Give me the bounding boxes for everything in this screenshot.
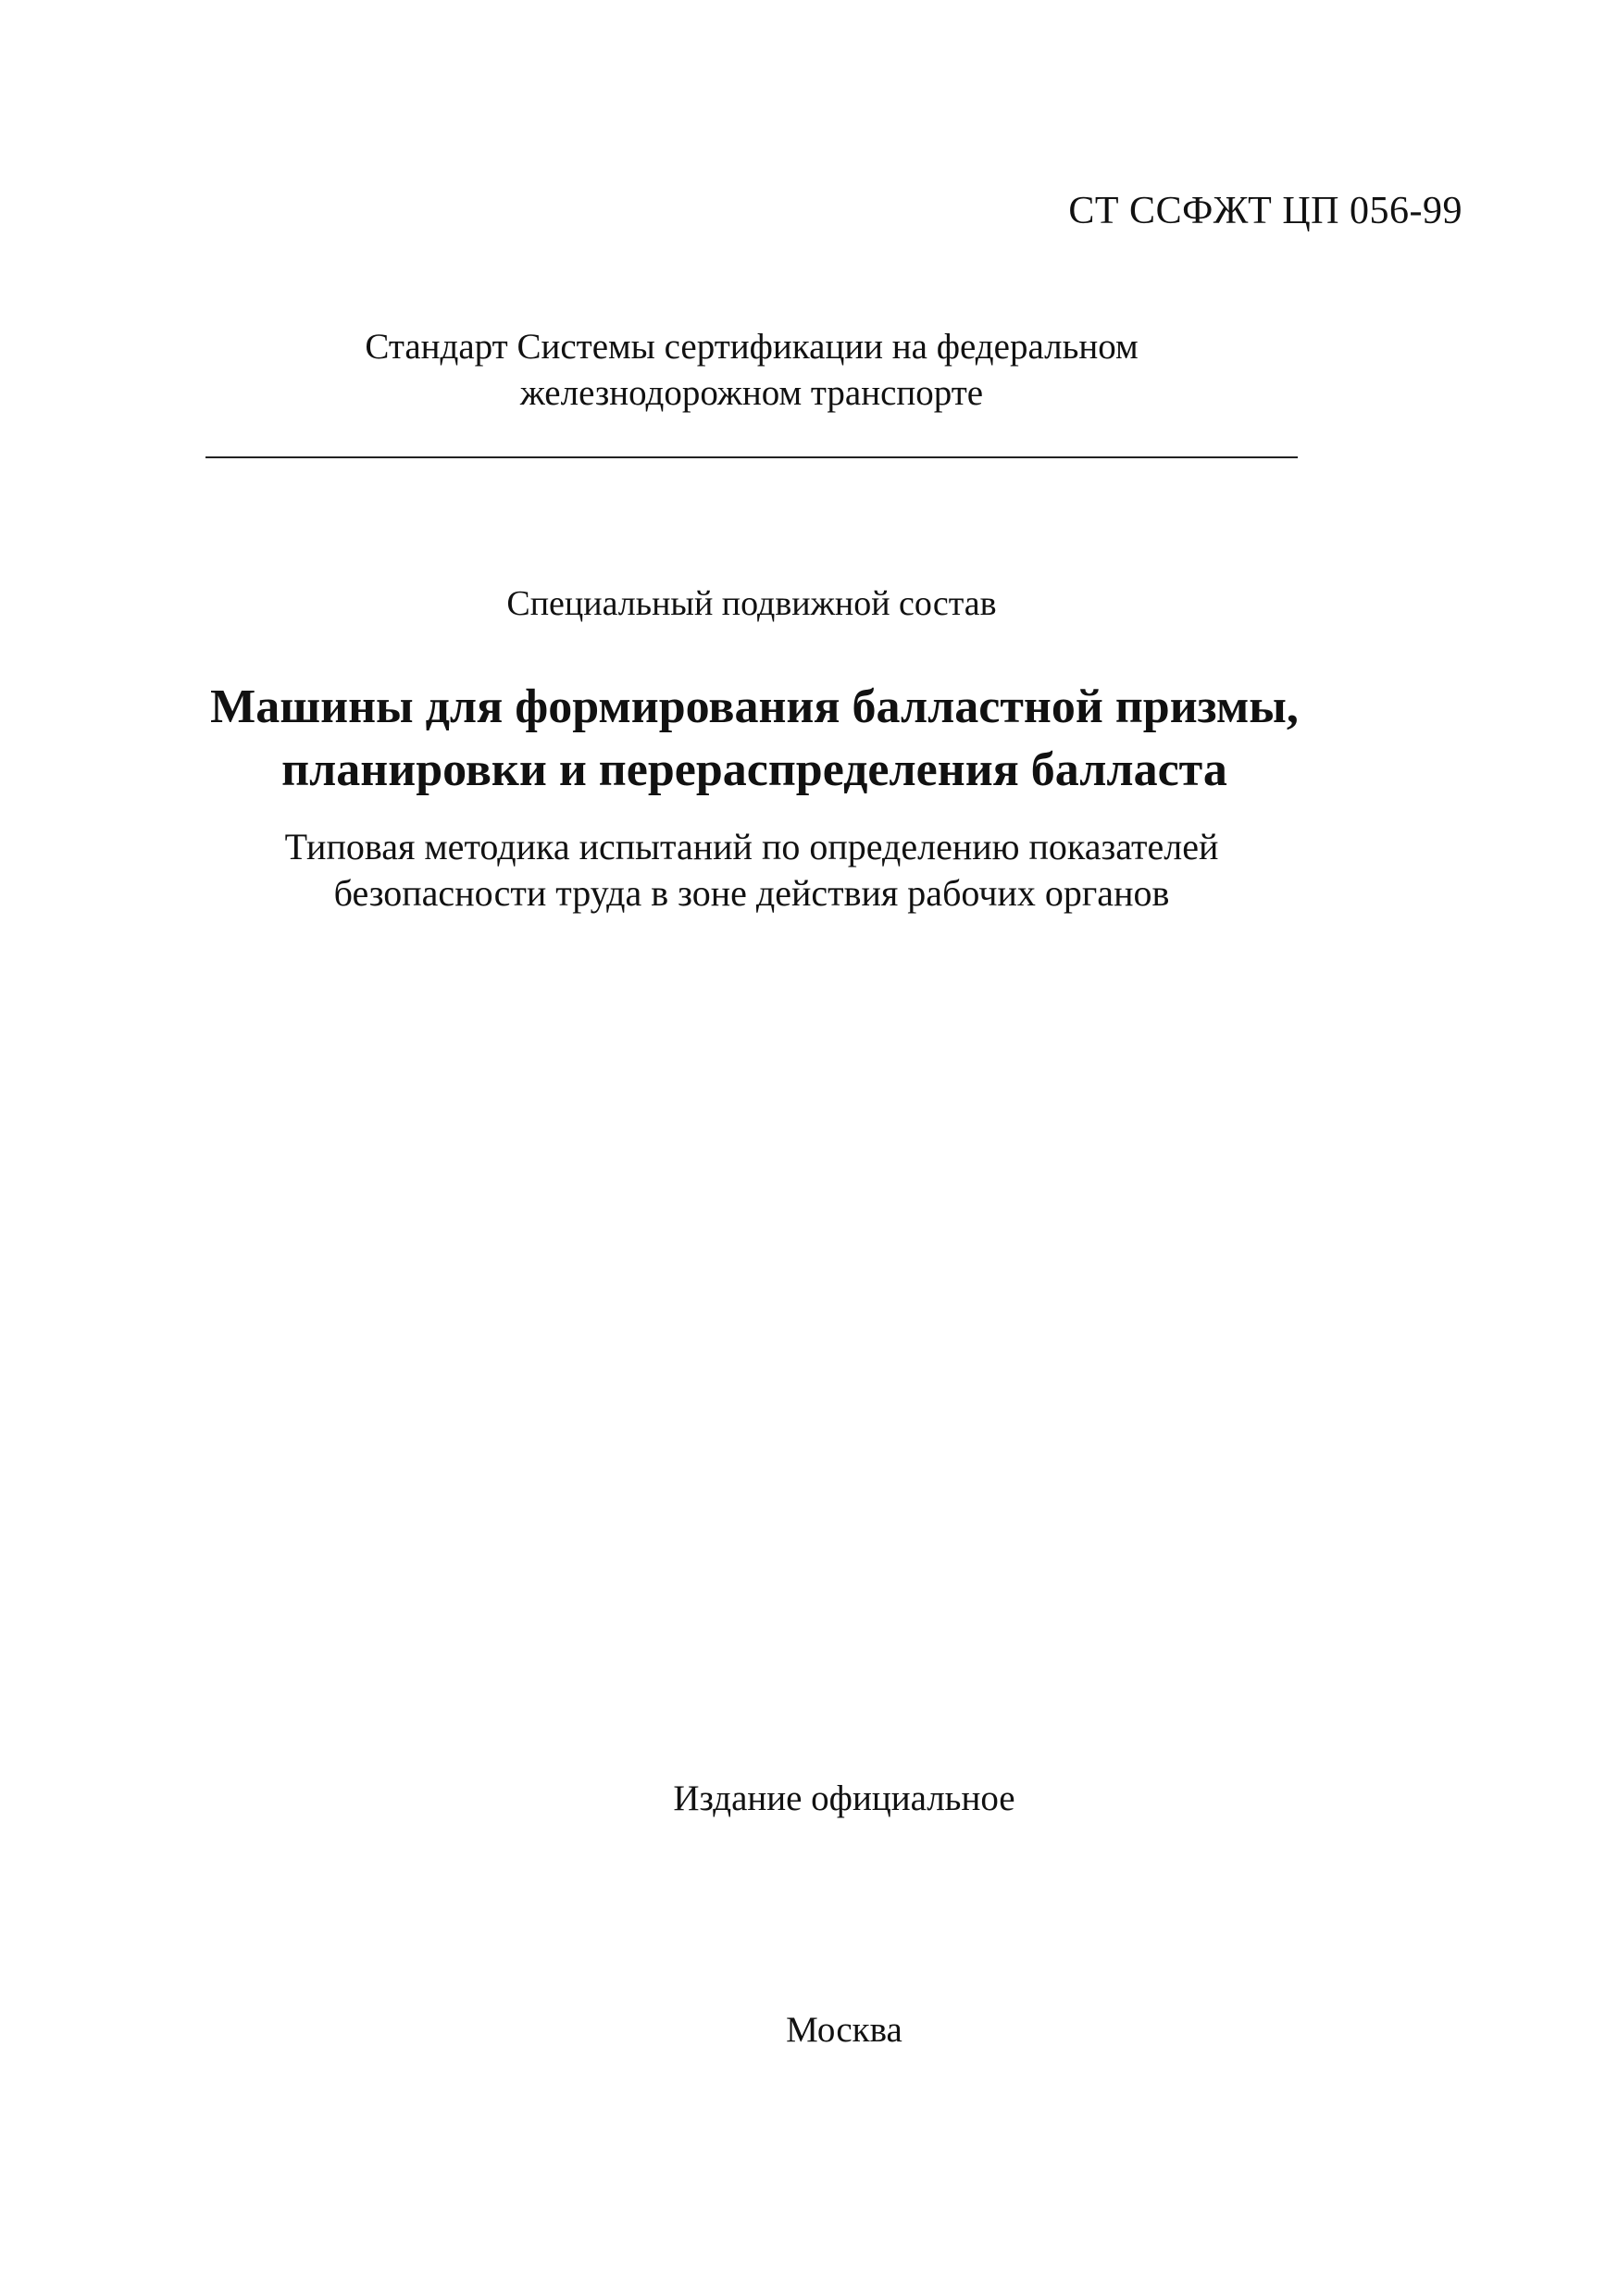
- publication-city: Москва: [786, 2010, 902, 2050]
- document-subtitle: [205, 824, 1298, 917]
- title-line-1: Машины для формирования балластной призмы,: [210, 680, 1299, 733]
- title-line-2: планировки и перераспределения балласта: [281, 743, 1227, 796]
- category-label: Специальный подвижной состав: [506, 584, 997, 623]
- horizontal-divider: [205, 456, 1298, 458]
- subtitle-line-1: Типовая методика испытаний по определению показателей: [284, 826, 1219, 867]
- edition-label: Издание официальное: [673, 1778, 1015, 1818]
- standard-system-heading: [205, 324, 1298, 417]
- standard-line-1: Стандарт Системы сертификации на федеральном: [365, 327, 1139, 367]
- subtitle-line-2: безопасности труда в зоне действия рабочих органов: [333, 872, 1170, 914]
- standard-line-2: железнодорожном транспорте: [519, 373, 984, 413]
- document-code: СТ ССФЖТ ЦП 056-99: [1068, 190, 1462, 232]
- document-title: [130, 676, 1379, 802]
